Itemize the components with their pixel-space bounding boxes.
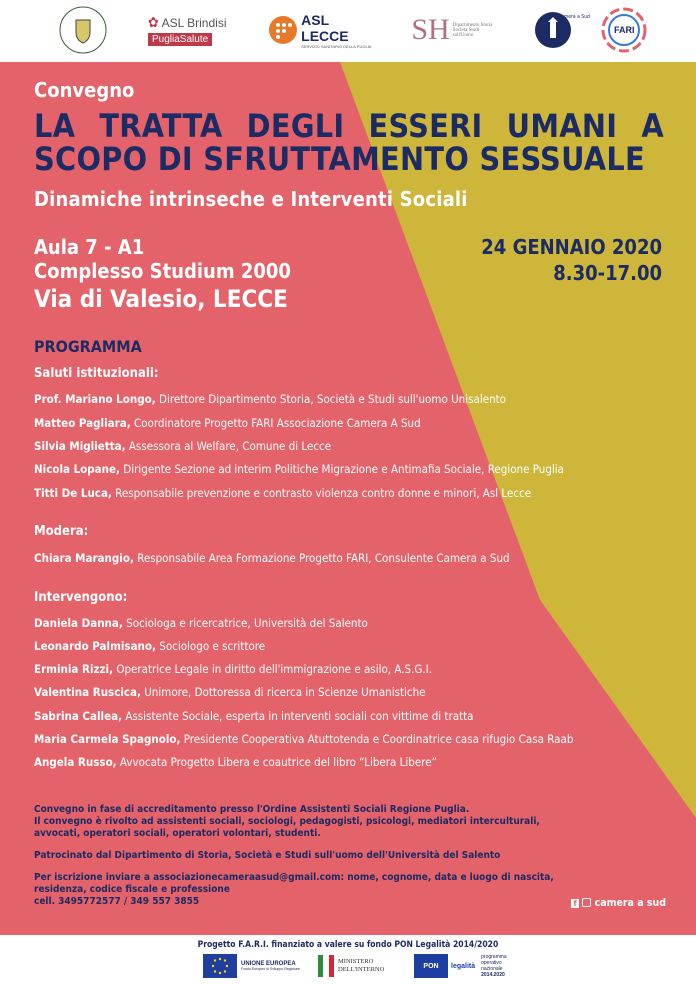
event-date <box>481 234 662 286</box>
facebook-icon: f <box>571 899 579 908</box>
top-logo-bar <box>0 0 696 58</box>
speaker-role: Responsabile Area Formazione Progetto FARI, Consulente Camera a Sud <box>137 551 510 565</box>
iscrizione-note <box>34 872 554 908</box>
dipartimento-logo <box>402 8 502 52</box>
pon-prog-line: programma <box>481 954 507 960</box>
speaker-name: Daniela Danna, <box>34 616 123 630</box>
asl-lecce-text: ASL LECCE <box>301 11 349 44</box>
speaker-line <box>34 616 368 630</box>
asl-lecce-logo <box>268 8 378 52</box>
event-time: 8.30-17.00 <box>553 261 662 285</box>
pon-legalita-logo <box>414 952 507 980</box>
dipartimento-text: Dipartimento Storia Società Studi sull'Uomo <box>452 22 493 38</box>
speaker-role: Avvocata Progetto Libera e coautrice del libro “Libera Libere” <box>119 755 437 769</box>
speaker-line <box>34 639 265 653</box>
speaker-line <box>34 439 331 453</box>
speaker-name: Titti De Luca, <box>34 486 112 500</box>
eu-sublabel: Fondo Europeo di Sviluppo Regionale <box>241 967 300 971</box>
eu-flag-icon <box>203 954 237 978</box>
venue-building: Complesso Studium 2000 <box>34 259 291 283</box>
speaker-role: Responsabile prevenzione e contrasto violenza contro donne e minori, Asl Lecce <box>115 486 532 500</box>
social-handle-text: camera a sud <box>594 897 666 909</box>
title-word: A <box>641 107 664 145</box>
pon-years: 2014.2020 <box>481 972 505 978</box>
crest-icon <box>58 5 108 55</box>
speaker-name: Maria Carmela Spagnolo, <box>34 732 181 746</box>
puglia-salute-text: PugliaSalute <box>148 33 212 46</box>
subtitle: Dinamiche intrinseche e Interventi Sociali <box>34 187 468 211</box>
event-day: 24 GENNAIO 2020 <box>481 235 662 259</box>
speaker-role: Coordinatore Progetto FARI Associazione Camera A Sud <box>133 416 421 430</box>
title-line-2: SCOPO DI SFRUTTAMENTO SESSUALE <box>34 140 645 178</box>
azienda-sanitaria-logo <box>54 8 112 52</box>
title-word: DEGLI <box>246 107 345 145</box>
pon-prog-line: operativo <box>481 960 502 966</box>
ministero-logo <box>318 952 384 980</box>
speaker-name: Valentina Ruscica, <box>34 685 141 699</box>
intervengono-heading: Intervengono: <box>34 590 128 605</box>
page-title <box>34 107 664 178</box>
patrocinio-note: Patrocinato dal Dipartimento di Storia, Società e Studi sull'uomo dell'Università del Salento <box>34 850 501 861</box>
title-line-1 <box>34 107 664 145</box>
pon-mark-icon: PON <box>414 954 448 978</box>
note-line: avvocati, operatori sociali, operatori volontari, studenti. <box>34 828 321 839</box>
speaker-role: Unimore, Dottoressa di ricerca in Scienze Umanistiche <box>144 685 426 699</box>
speaker-name: Sabrina Callea, <box>34 709 123 723</box>
title-word: UMANI <box>506 107 618 145</box>
pon-label: legalità <box>451 962 476 970</box>
instagram-icon <box>582 898 591 907</box>
speaker-name: Leonardo Palmisano, <box>34 639 156 653</box>
speaker-name: Silvia Miglietta, <box>34 439 126 453</box>
venue-address: Via di Valesio, LECCE <box>34 285 288 313</box>
venue <box>34 235 291 315</box>
kicker: Convegno <box>34 78 135 102</box>
speaker-name: Prof. Mariano Longo, <box>34 392 156 406</box>
fari-logo <box>598 8 650 52</box>
eu-logo <box>203 952 300 980</box>
saluti-heading: Saluti istituzionali: <box>34 366 159 381</box>
note-line: residenza, codice fiscale e professione <box>34 884 230 895</box>
title-word: ESSERI <box>368 107 483 145</box>
note-line: Il convegno è rivolto ad assistenti sociali, sociologi, pedagogisti, psicologi, mediatori interculturali, <box>34 816 540 827</box>
speaker-name: Nicola Lopane, <box>34 462 120 476</box>
asl-lecce-mark-icon <box>268 15 297 45</box>
speaker-line <box>34 392 506 406</box>
ministero-line-1: MINISTERO <box>338 958 374 965</box>
speaker-role: Assistente Sociale, esperta in interventi sociali con vittime di tratta <box>125 709 474 723</box>
camera-a-sud-text: Camera a Sud <box>558 14 590 20</box>
note-line: cell. 3495772577 / 349 557 3855 <box>34 896 200 907</box>
speaker-line <box>34 551 510 565</box>
speaker-line <box>34 486 531 500</box>
asl-brindisi-logo <box>148 8 234 52</box>
speaker-role: Direttore Dipartimento Storia, Società e Studi sull'uomo Unisalento <box>159 392 507 406</box>
speaker-role: Sociologo e scrittore <box>159 639 266 653</box>
speaker-role: Presidente Cooperativa Atuttotenda e Coordinatrice casa rifugio Casa Raab <box>183 732 574 746</box>
speaker-line <box>34 755 437 769</box>
speaker-line <box>34 685 426 699</box>
speaker-name: Erminia Rizzi, <box>34 662 114 676</box>
speaker-role: Sociologa e ricercatrice, Università del Salento <box>126 616 368 630</box>
note-line: Per iscrizione inviare a associazionecameraasud@gmail.com: nome, cognome, data e luogo di nascita, <box>34 872 554 883</box>
eu-label: UNIONE EUROPEA <box>241 961 296 967</box>
speaker-role: Assessora al Welfare, Comune di Lecce <box>128 439 332 453</box>
asl-lecce-subtext: SERVIZIO SANITARIO DELLA PUGLIA <box>301 43 372 49</box>
speaker-line <box>34 732 573 746</box>
speaker-name: Angela Russo, <box>34 755 117 769</box>
asl-brindisi-text: ASL Brindisi <box>161 15 227 30</box>
footer-text: Progetto F.A.R.I. finanziato a valere su fondo PON Legalità 2014/2020 <box>197 940 499 950</box>
camera-a-sud-logo <box>528 8 590 52</box>
pon-prog-line: nazionale <box>481 966 503 972</box>
speaker-role: Dirigente Sezione ad interim Politiche Migrazione e Antimafia Sociale, Regione Puglia <box>123 462 564 476</box>
modera-heading: Modera: <box>34 524 89 539</box>
speaker-line <box>34 709 474 723</box>
speaker-name: Chiara Marangio, <box>34 551 134 565</box>
speaker-name: Matteo Pagliara, <box>34 416 131 430</box>
flower-icon: ✿ <box>148 14 159 31</box>
speaker-role: Operatrice Legale in diritto dell'immigrazione e asilo, A.S.G.I. <box>116 662 433 676</box>
social-handle <box>571 897 666 909</box>
title-word: TRATTA <box>99 107 223 145</box>
speaker-line <box>34 416 421 430</box>
speaker-line <box>34 662 432 676</box>
title-word: LA <box>34 107 76 145</box>
sh-monogram-icon: SH <box>411 13 450 46</box>
accreditamento-note <box>34 804 540 840</box>
ministero-line-2: DELL'INTERNO <box>338 966 385 973</box>
fari-text: FARI <box>614 25 635 35</box>
speaker-line <box>34 462 564 476</box>
programma-heading: PROGRAMMA <box>34 337 142 356</box>
venue-room: Aula 7 - A1 <box>34 235 145 259</box>
italian-flag-icon <box>318 955 334 977</box>
note-line: Convegno in fase di accreditamento presso l'Ordine Assistenti Sociali Regione Puglia. <box>34 804 470 815</box>
